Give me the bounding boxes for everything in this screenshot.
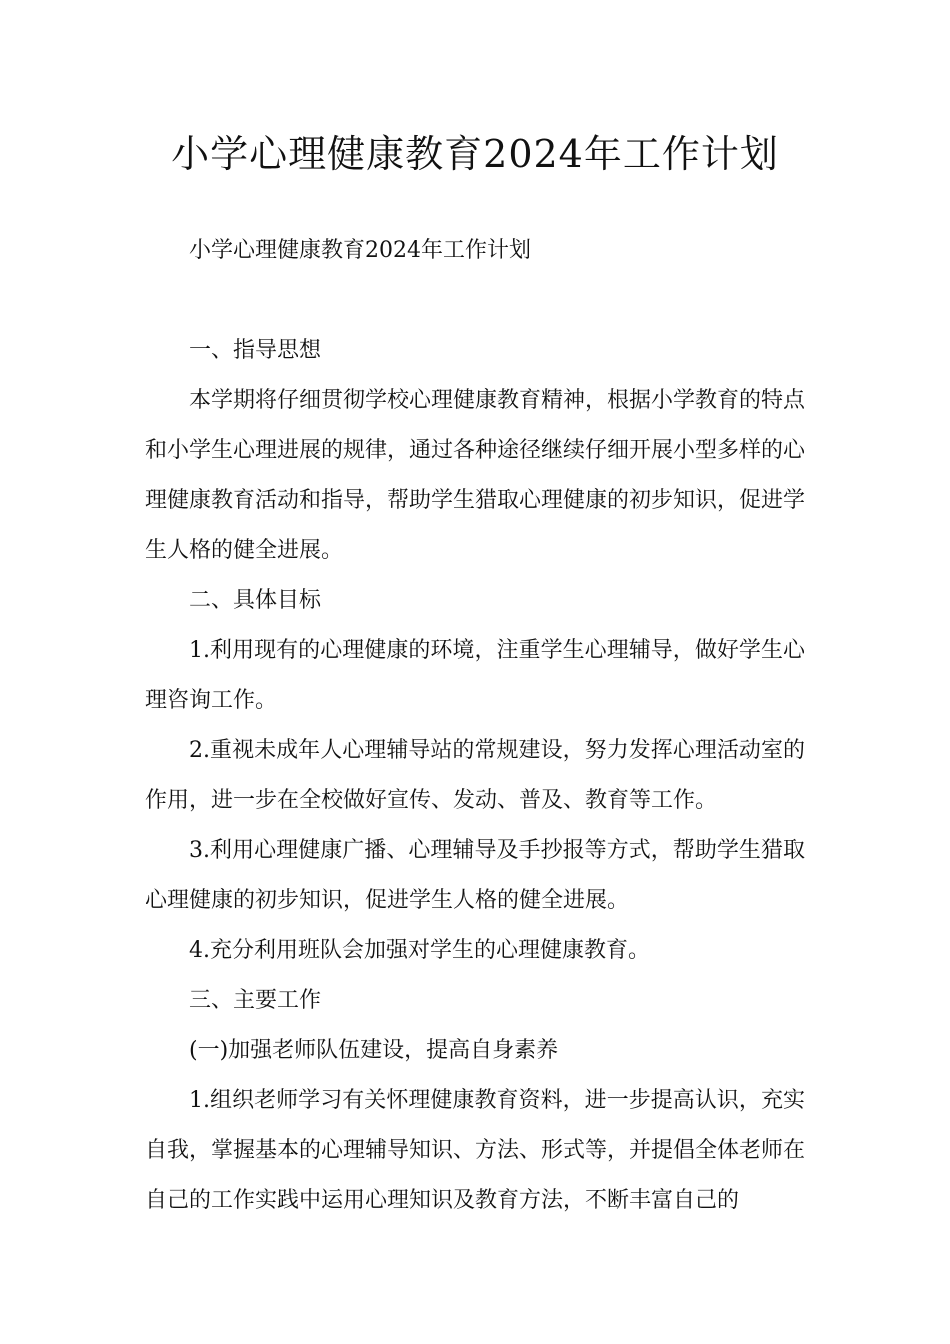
section-heading-main-work: 三、主要工作 <box>189 988 322 1013</box>
subsection-heading-teacher-team: (一)加强老师队伍建设，提高自身素养 <box>189 1038 559 1063</box>
goal-item-4: 4.充分利用班队会加强对学生的心理健康教育。 <box>189 938 650 963</box>
work-item-1: 1.组织老师学习有关怀理健康教育资料，进一步提高认识，充实自我，掌握基本的心理辅导知识、方法、形式等，并提倡全体老师在自己的工作实践中运用心理知识及教育方法，不断丰富自己的 <box>145 1088 806 1213</box>
paragraph-guiding-ideology: 本学期将仔细贯彻学校心理健康教育精神，根据小学教育的特点和小学生心理进展的规律，通过各种途径继续仔细开展小型多样的心理健康教育活动和指导，帮助学生猎取心理健康的初步知识，促进学生人格的健全进展。 <box>145 388 806 563</box>
document-subtitle: 小学心理健康教育2024年工作计划 <box>189 238 531 263</box>
document-title: 小学心理健康教育2024年工作计划 <box>171 132 779 176</box>
document-body <box>145 226 805 1226</box>
goal-item-3: 3.利用心理健康广播、心理辅导及手抄报等方式，帮助学生猎取心理健康的初步知识，促进学生人格的健全进展。 <box>145 838 805 913</box>
goal-item-2: 2.重视未成年人心理辅导站的常规建设，努力发挥心理活动室的作用，进一步在全校做好宣传、发动、普及、教育等工作。 <box>145 738 805 813</box>
section-heading-specific-goals: 二、具体目标 <box>189 588 322 613</box>
goal-item-1: 1.利用现有的心理健康的环境，注重学生心理辅导，做好学生心理咨询工作。 <box>145 638 805 713</box>
section-heading-guiding-ideology: 一、指导思想 <box>189 338 322 363</box>
